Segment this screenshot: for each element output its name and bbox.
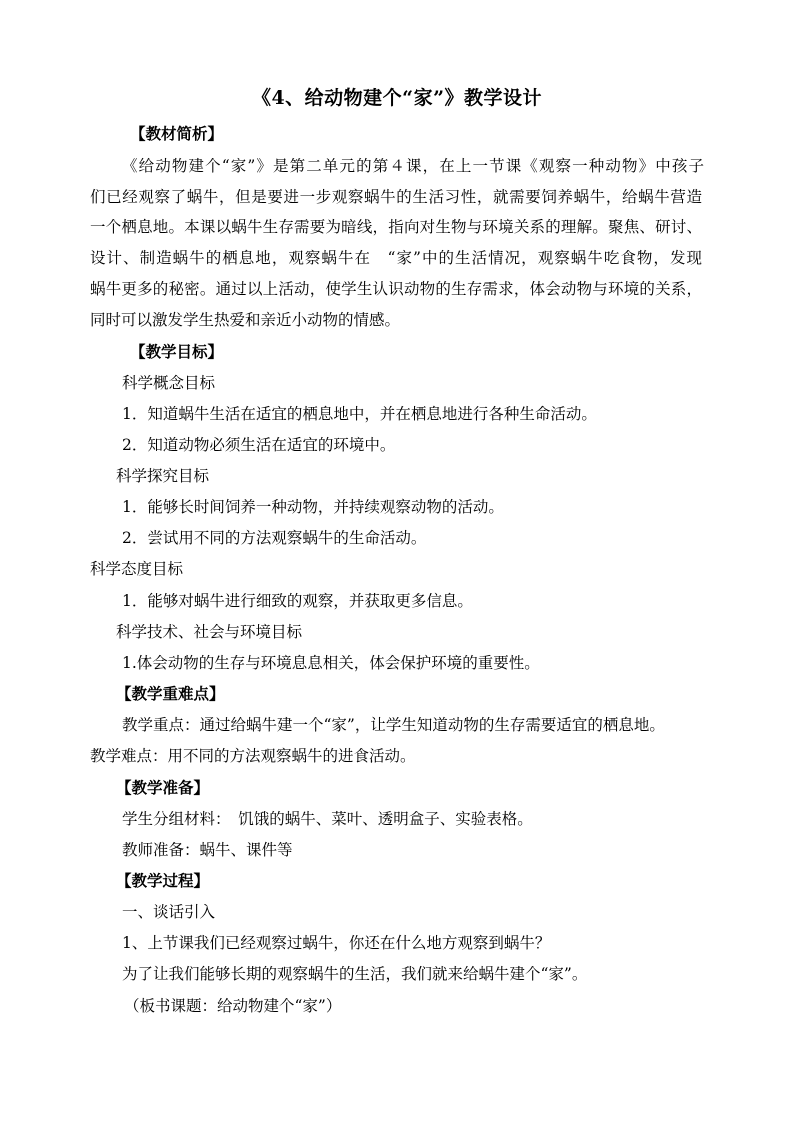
section-heading-preparation: 【教学准备】 (116, 778, 210, 797)
goal-item: 2．尝试用不同的方法观察蜗牛的生命活动。 (122, 529, 427, 547)
paragraph-line: 一个栖息地。本课以蜗牛生存需要为暗线，指向对生物与环境关系的理解。聚焦、研讨、 (90, 218, 702, 236)
process-text: 1、上节课我们已经观察过蜗牛，你还在什么地方观察到蜗牛？ (122, 934, 551, 952)
goal-item: 2．知道动物必须生活在适宜的环境中。 (122, 436, 396, 454)
paragraph-line: 设计、制造蜗牛的栖息地，观察蜗牛在 “家”中的生活情况，观察蜗牛吃食物，发现 (90, 249, 702, 267)
process-text: 为了让我们能够长期的观察蜗牛的生活，我们就来给蜗牛建个“家”。 (122, 965, 588, 983)
goal-item: 1．知道蜗牛生活在适宜的栖息地中，并在栖息地进行各种生命活动。 (122, 405, 597, 423)
document-title: 《4、给动物建个“家”》教学设计 (251, 87, 543, 109)
process-step-title: 一、谈话引入 (122, 903, 216, 921)
paragraph-line: 同时可以激发学生热爱和亲近小动物的情感。 (90, 311, 401, 329)
subsection-title-concept: 科学概念目标 (122, 374, 216, 392)
paragraph-line: 们已经观察了蜗牛，但是要进一步观察蜗牛的生活习性，就需要饲养蜗牛，给蜗牛营造 (90, 188, 702, 206)
section-heading-material-analysis: 【教材简析】 (130, 124, 224, 143)
section-heading-process: 【教学过程】 (116, 871, 210, 890)
subsection-title-inquiry: 科学探究目标 (116, 467, 210, 485)
teacher-materials: 教师准备：蜗牛、课件等 (122, 841, 293, 859)
section-heading-key-points: 【教学重难点】 (116, 684, 225, 703)
difficult-point-text: 教学难点：用不同的方法观察蜗牛的进食活动。 (90, 747, 416, 765)
subsection-title-attitude: 科学态度目标 (90, 560, 184, 578)
goal-item: 1．能够长时间饲养一种动物，并持续观察动物的活动。 (122, 498, 504, 516)
paragraph-line: 《给动物建个“家”》是第二单元的第４课，在上一节课《观察一种动物》中孩子 (122, 157, 704, 175)
key-point-text: 教学重点：通过给蜗牛建一个“家”，让学生知道动物的生存需要适宜的栖息地。 (122, 716, 665, 734)
section-heading-teaching-goals: 【教学目标】 (130, 342, 224, 361)
goal-item: 1．能够对蜗牛进行细致的观察，并获取更多信息。 (122, 592, 473, 610)
subsection-title-stse: 科学技术、社会与环境目标 (116, 623, 303, 641)
paragraph-line: 蜗牛更多的秘密。通过以上活动，使学生认识动物的生存需求，体会动物与环境的关系， (90, 280, 702, 298)
goal-item: 1.体会动物的生存与环境息息相关，体会保护环境的重要性。 (122, 654, 540, 672)
process-text: （板书课题：给动物建个“家”） (124, 997, 342, 1015)
student-materials: 学生分组材料： 饥饿的蜗牛、菜叶、透明盒子、实验表格。 (122, 810, 533, 828)
